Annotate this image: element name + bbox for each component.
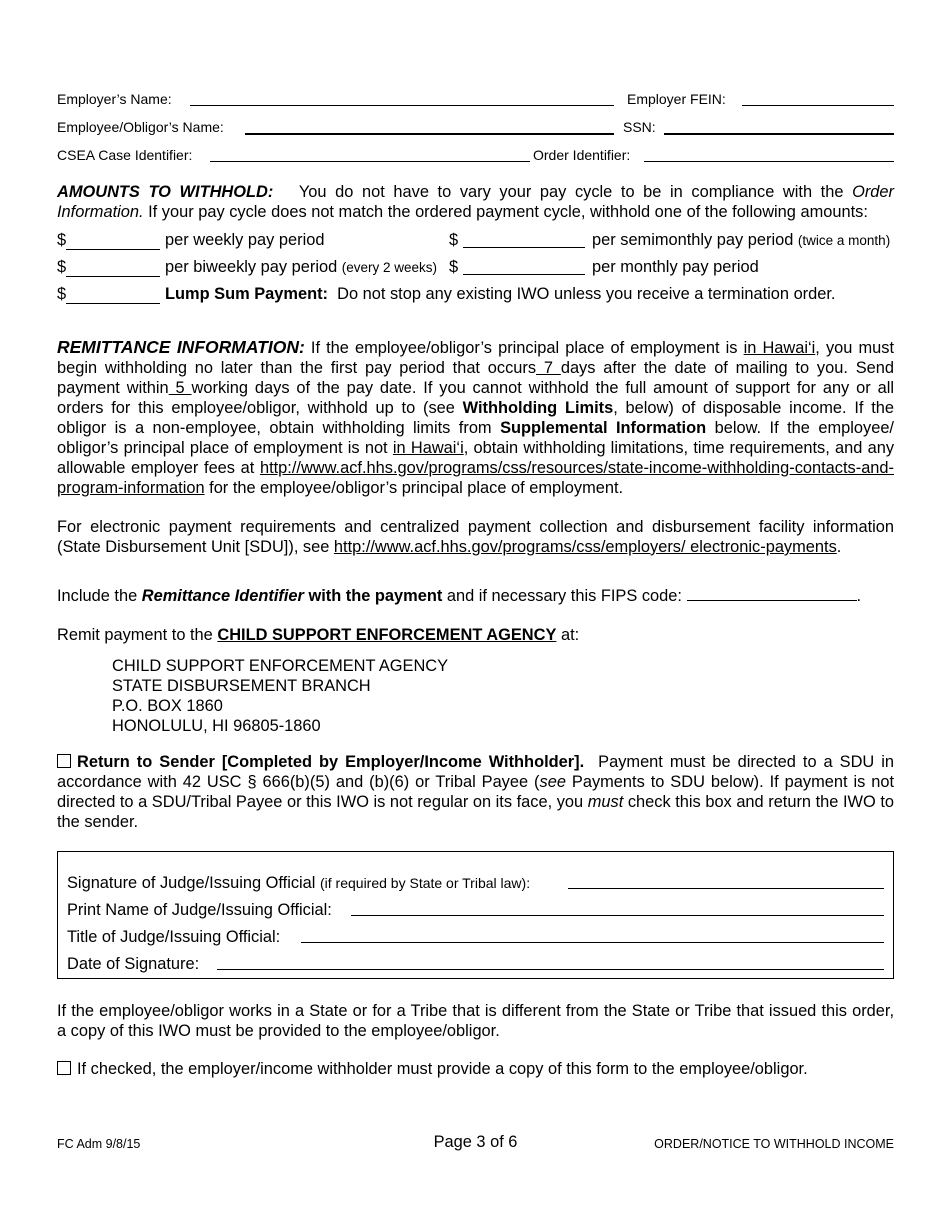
copy-paragraph [57,1001,894,1041]
monthly-amount-field[interactable] [463,258,585,275]
date-field[interactable] [217,955,884,970]
return-text: Payments to SDU below). If payment is not directed to a SDU/Tribal Payee or this IWO is not regular on its face, you [57,773,895,811]
dollar-sign: $ [449,231,459,249]
address-line: P.O. BOX 1860 [112,697,223,715]
return-to-sender-paragraph [57,752,894,832]
lump-sum-label: Lump Sum Payment: [165,285,329,303]
remittance-heading: REMITTANCE INFORMATION: [57,337,305,357]
withholding-limits-term: Withholding Limits [462,399,614,417]
csea-case-label: CSEA Case Identifier: [57,147,193,163]
include-text: Include the [57,587,138,605]
form-code: FC Adm 9/8/15 [57,1137,141,1151]
form-title: ORDER/NOTICE TO WITHHOLD INCOME [654,1137,894,1151]
remit-address [112,656,448,736]
biweekly-note: (every 2 weeks) [341,260,438,275]
date-row [67,955,199,974]
amount-row-biweekly [57,258,894,278]
remittance-text: , below) of disposable income. If the obligor is a non-employee, obtain withholding limits from [57,399,895,437]
title-label: Title of Judge/Issuing Official: [67,928,281,946]
period: . [836,538,842,556]
employer-fein-field[interactable] [742,91,894,106]
ssn-label: SSN: [623,119,656,135]
include-bold-text: with the payment [308,587,443,605]
biweekly-label: per biweekly pay period [165,258,338,276]
must-term: must [587,793,624,811]
employer-fein-label: Employer FEIN: [627,91,726,107]
dollar-sign: $ [57,231,67,249]
remittance-identifier-term: Remittance Identifier [141,587,304,605]
signature-label: Signature of Judge/Issuing Official [67,874,316,892]
remittance-text: for the employee/obligor’s principal place of employment. [209,479,624,497]
amounts-text-2: If your pay cycle does not match the ordered payment cycle, withhold one of the following amounts: [148,203,868,221]
title-field[interactable] [301,928,884,943]
include-identifier-line [57,586,894,606]
remittance-text: , you must begin withholding no later than the first pay period that occurs [57,339,894,377]
lump-sum-text: Do not stop any existing IWO unless you receive a termination order. [337,285,836,303]
employer-row [57,91,894,111]
employer-name-label: Employer’s Name: [57,91,172,107]
print-name-label: Print Name of Judge/Issuing Official: [67,901,332,919]
semimonthly-note: (twice a month) [797,233,891,248]
remittance-text: , obtain withholding limitations, time requirements, and any allowable employer fees at [57,439,895,477]
monthly-label: per monthly pay period [592,258,759,276]
include-text: and if necessary this FIPS code: [446,587,682,605]
return-text: Payment must be directed to a SDU in accordance with 42 USC § 666(b)(5) and (b)(6) or Tribal Payee ( [57,753,895,791]
signature-box [57,851,894,979]
return-to-sender-label: Return to Sender [Completed by Employer/Income Withholder]. [77,753,585,771]
employer-name-field[interactable] [190,91,614,106]
supplemental-info-term: Supplemental Information [500,419,707,437]
order-information-term: Order Information. [57,183,894,221]
electronic-payment-paragraph [57,517,894,557]
remit-text: at: [560,626,580,644]
print-name-field[interactable] [351,901,884,916]
employee-name-field[interactable] [245,119,614,135]
order-id-field[interactable] [644,147,894,162]
remittance-text: If the employee/obligor’s principal place of employment is [310,339,738,357]
hawaii-term: in Hawai‘i [392,439,464,457]
days-working: 5 [168,379,192,397]
case-row [57,147,894,167]
amount-row-weekly [57,231,894,251]
employee-row [57,119,894,139]
print-name-row [67,901,332,920]
remittance-text: working days of the pay date. If you cannot withhold the full amount of support for any or all orders for this employee/obligor, withhold up to (see [57,379,894,417]
employee-name-label: Employee/Obligor’s Name: [57,119,224,135]
title-row [67,928,280,947]
return-text: check this box and return the IWO to the sender. [57,793,894,831]
remit-line [57,625,579,645]
dollar-sign: $ [449,258,459,276]
address-line: STATE DISBURSEMENT BRANCH [112,677,371,695]
page-number: Page 3 of 6 [433,1133,518,1151]
signature-row [67,874,530,893]
fips-code-field[interactable] [687,586,857,601]
csea-case-field[interactable] [210,147,530,162]
lump-sum-amount-field[interactable] [66,287,160,304]
agency-name: CHILD SUPPORT ENFORCEMENT AGENCY [217,626,557,644]
amounts-text-1: You do not have to vary your pay cycle to be in compliance with the [298,183,844,201]
amount-row-lump [57,285,894,305]
remittance-text: below. If the employee/ obligor’s principal place of employment is not [57,419,894,457]
weekly-amount-field[interactable] [66,233,160,250]
remittance-text: days after the date of mailing to you. Send payment within [57,359,894,397]
signature-note: (if required by State or Tribal law): [320,875,531,891]
dollar-sign: $ [57,285,67,303]
order-id-label: Order Identifier: [533,147,631,163]
address-line: HONOLULU, HI 96805-1860 [112,717,321,735]
semimonthly-amount-field[interactable] [463,231,585,248]
copy-text: If the employee/obligor works in a State or for a Tribe that is different from the State or Tribe that issued this order, a copy of this IWO must be provided to the employee/obligor. [57,1002,894,1040]
electronic-payments-link[interactable]: http://www.acf.hhs.gov/programs/css/employers/ electronic-payments [333,538,837,556]
ssn-field[interactable] [664,119,894,135]
signature-field[interactable] [568,874,884,889]
amounts-heading: AMOUNTS TO WITHHOLD: [57,183,274,201]
hawaii-term: in Hawai‘i [743,339,816,357]
remit-text: Remit payment to the [57,626,213,644]
amounts-paragraph [57,182,894,222]
see-term: see [539,773,566,791]
copy-checkbox-label: If checked, the employer/income withholder must provide a copy of this form to the employee/obligor. [77,1060,808,1078]
return-to-sender-checkbox[interactable] [57,754,71,768]
electronic-payment-text: For electronic payment requirements and centralized payment collection and disbursement facility information (State Disbursement Unit [SDU]), see [57,518,894,556]
state-withholding-link[interactable]: http://www.acf.hhs.gov/programs/css/resources/state-income-withholding-contacts-and-program-information [57,459,894,497]
period: . [856,587,862,605]
copy-checkbox-line [57,1059,894,1079]
semimonthly-label: per semimonthly pay period [592,231,794,249]
days-mailing: 7 [536,359,561,377]
remittance-paragraph [57,337,894,498]
biweekly-amount-field[interactable] [66,260,160,277]
weekly-label: per weekly pay period [165,231,325,249]
date-label: Date of Signature: [67,955,200,973]
address-line: CHILD SUPPORT ENFORCEMENT AGENCY [112,657,449,675]
copy-checkbox[interactable] [57,1061,71,1075]
dollar-sign: $ [57,258,67,276]
